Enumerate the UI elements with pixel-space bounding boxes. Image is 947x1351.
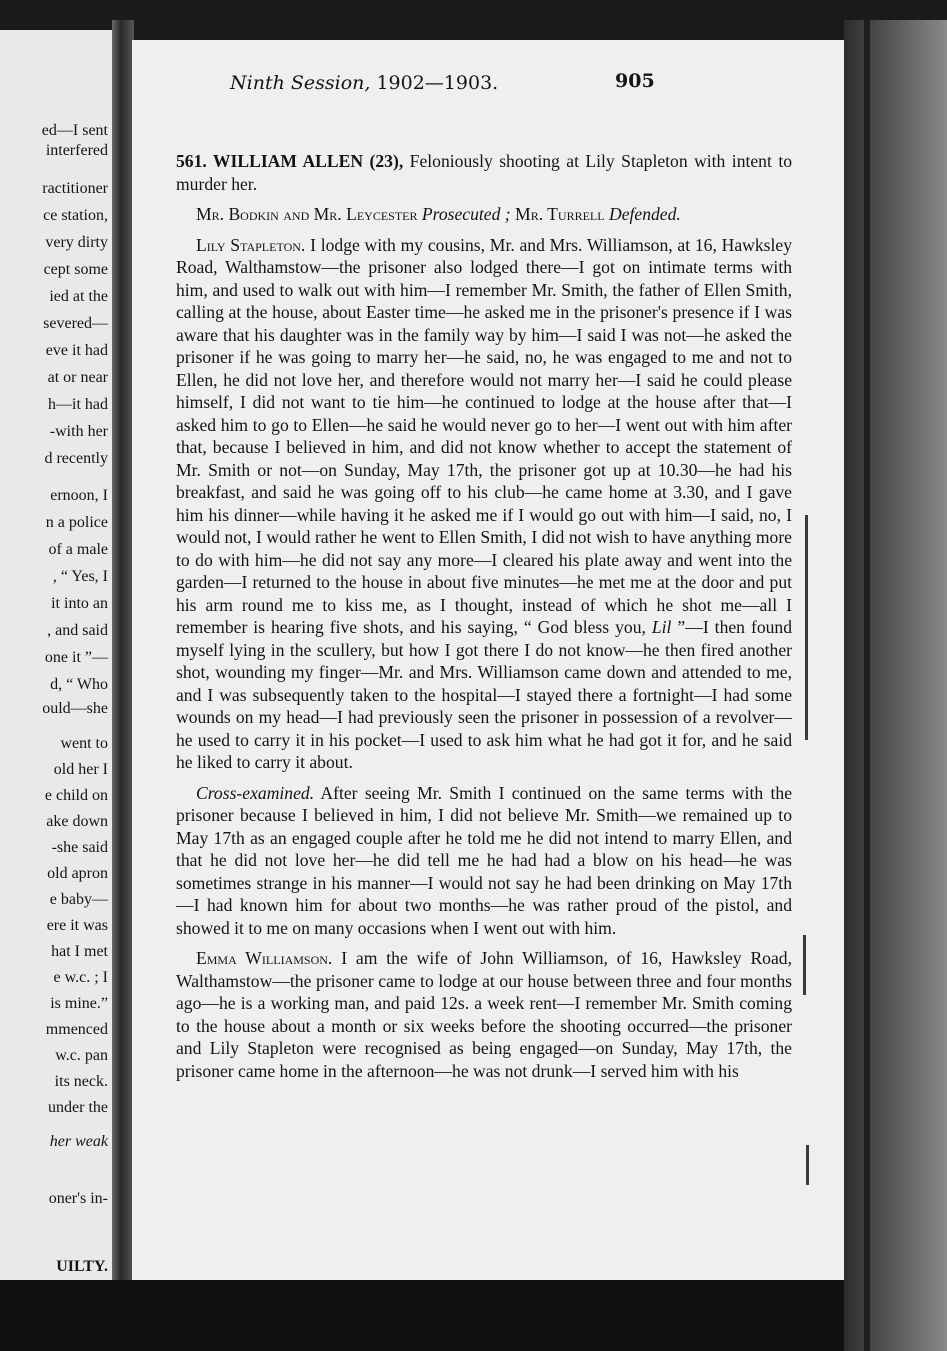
left-page-line: its neck. bbox=[54, 1073, 108, 1090]
case-heading bbox=[176, 150, 792, 195]
left-page bbox=[0, 30, 112, 1280]
left-page-line: mmenced bbox=[45, 1021, 108, 1038]
left-page-line: under the bbox=[48, 1099, 108, 1116]
left-page-line: UILTY. bbox=[56, 1258, 108, 1275]
testimony-text-cont: ”—I then found myself lying in the scullery, but how I got there I do not know—he then fired another shot, wounding my finger—Mr. and Mrs. Williamson came down and attended to me, and I was subsequently taken to the hospital—I stayed there a fortnight—I had some wounds on my head—I had previously seen the prisoner in possession of a revolver—he used to carry it in his pocket—I used to ask him what he had got it for, and he said he liked to carry it about. bbox=[176, 617, 793, 772]
left-page-line: interfered bbox=[45, 142, 108, 159]
page-body bbox=[176, 150, 792, 1090]
left-page-line: n a police bbox=[45, 514, 108, 531]
left-page-line: severed— bbox=[43, 315, 108, 332]
left-page-line: at or near bbox=[47, 369, 108, 386]
page-number: 905 bbox=[615, 70, 655, 92]
left-page-line: very dirty bbox=[45, 234, 108, 251]
left-page-line: ed—I sent bbox=[41, 122, 108, 139]
left-page-line: ould—she bbox=[42, 700, 108, 717]
witness-name: Emma Williamson. bbox=[196, 948, 333, 968]
session-title: Ninth Session, bbox=[230, 72, 371, 94]
left-page-line: ernoon, I bbox=[50, 487, 108, 504]
left-page-line: , and said bbox=[47, 622, 108, 639]
defence-counsel: Mr. Turrell bbox=[510, 204, 605, 224]
left-page-line: ractitioner bbox=[42, 180, 108, 197]
left-page-line: hat I met bbox=[51, 943, 108, 960]
running-header bbox=[230, 72, 650, 94]
left-page-line: -with her bbox=[49, 423, 108, 440]
margin-pencil-mark bbox=[806, 1145, 809, 1185]
testimony-text: I am the wife of John Williamson, of 16, Hawksley Road, Walthamstow—the prisoner came to lodge at our house between three and four months ago—he is a working man, and paid 12s. a week rent—I remember Mr. Smith coming to the house about a month or six weeks before the shooting occurred—the prisoner and Lily Stapleton were recognised as being engaged—on Sunday, May 17th, the prisoner came home in the afternoon—he was not drunk—I served him with his bbox=[176, 948, 792, 1081]
left-page-line: w.c. pan bbox=[55, 1047, 108, 1064]
left-page-line: oner's in- bbox=[48, 1190, 108, 1207]
session-years: 1902—1903. bbox=[370, 72, 499, 94]
left-page-line: e baby— bbox=[49, 891, 108, 908]
case-charge: Feloniously shooting at Lily Stapleton with intent to murder her. bbox=[176, 151, 792, 194]
margin-pencil-mark bbox=[803, 935, 806, 995]
left-page-line: , “ Yes, I bbox=[52, 568, 108, 585]
left-page-line: ake down bbox=[46, 813, 108, 830]
left-page-line: cept some bbox=[43, 261, 108, 278]
page-edge bbox=[844, 20, 947, 1351]
counsel-line bbox=[176, 203, 792, 226]
left-page-line: e child on bbox=[44, 787, 108, 804]
left-page-line: ere it was bbox=[46, 917, 108, 934]
left-page-line: old her I bbox=[53, 761, 108, 778]
testimony-paragraph bbox=[176, 234, 792, 774]
left-page-line: ce station, bbox=[43, 207, 108, 224]
left-page-line: e w.c. ; I bbox=[53, 969, 108, 986]
testimony-emphasis: Lil bbox=[645, 617, 672, 637]
left-page-line: of a male bbox=[48, 541, 108, 558]
margin-pencil-mark bbox=[805, 515, 808, 740]
left-page-line: h—it had bbox=[48, 396, 108, 413]
left-page-line: it into an bbox=[51, 595, 108, 612]
left-page-line: d, “ Who bbox=[50, 676, 108, 693]
prosecuted-label: Prosecuted ; bbox=[417, 204, 511, 224]
book-gutter bbox=[112, 20, 134, 1290]
testimony-paragraph bbox=[176, 947, 792, 1082]
cross-examined-label: Cross-examined. bbox=[196, 782, 315, 803]
left-page-line: her weak bbox=[49, 1133, 108, 1150]
prosecution-counsel: Mr. Bodkin and Mr. Leycester bbox=[196, 204, 418, 224]
scan-border bbox=[0, 1280, 844, 1351]
testimony-text: After seeing Mr. Smith I continued on the same terms with the prisoner because I believed in him, I did not believe Mr. Smith—we remained up to May 17th as an engaged couple after he told me he did not intend to marry Ellen, and that he did not love her—he did tell me he had had a blow on his head—he was sometimes strange in his manner—I would not say he had been drinking on May 17th—I had known him for about two months—he was rather proud of the pistol, and showed it to me on many occasions when I went out with him. bbox=[176, 782, 792, 938]
cross-examination-paragraph bbox=[176, 782, 792, 940]
left-page-line: -she said bbox=[51, 839, 108, 856]
case-title: 561. WILLIAM ALLEN (23), bbox=[176, 151, 404, 171]
witness-name: Lily Stapleton. bbox=[196, 234, 306, 255]
left-page-line: d recently bbox=[44, 450, 108, 467]
left-page-line: one it ”— bbox=[44, 649, 108, 666]
left-page-line: eve it had bbox=[45, 342, 108, 359]
testimony-text: I lodge with my cousins, Mr. and Mrs. Williamson, at 16, Hawksley Road, Walthamstow—the prisoner also lodged there—I got on intimate terms with him, and used to walk out with him—I remember Mr. Smith, the father of Ellen Smith, calling at the house, about Easter time—he asked me in the prisoner's presence if I was aware that his daughter was in the family way by him—I said I was not—he asked the prisoner if he was going to marry her—he said, no, he was engaged to me and not to Ellen, he did not love her, and therefore would not marry her—I said he could please himself, I did not want to tie him—he continued to lodge at the house after that—I asked him to go to Ellen—he said he would never go to her—I went out with him after that, because I believed in him, and did not know whether to accept the statement of Mr. Smith or not—on Sunday, May 17th, the prisoner got up at 10.30—he had his breakfast, and said he was going off to his club—he came home at 3.30, and I gave him his dinner—while having it he asked me if I would go out with him—I said, no, I would not, I would rather he went to Ellen Smith, I did not wish to have anything more to do with him—he did not say any more—I cleared his plate away and went into the garden—I returned to the house in about five minutes—he met me at the door and put his arm round me to kiss me, as I thought, instead of which he shot me—all I remember is hearing five shots, and his saying, “ God bless you, bbox=[176, 234, 793, 637]
left-page-line: is mine.” bbox=[50, 995, 108, 1012]
left-page-line: old apron bbox=[47, 865, 108, 882]
left-page-line: went to bbox=[60, 735, 108, 752]
defended-label: Defended. bbox=[604, 204, 681, 224]
left-page-line: ied at the bbox=[49, 288, 108, 305]
